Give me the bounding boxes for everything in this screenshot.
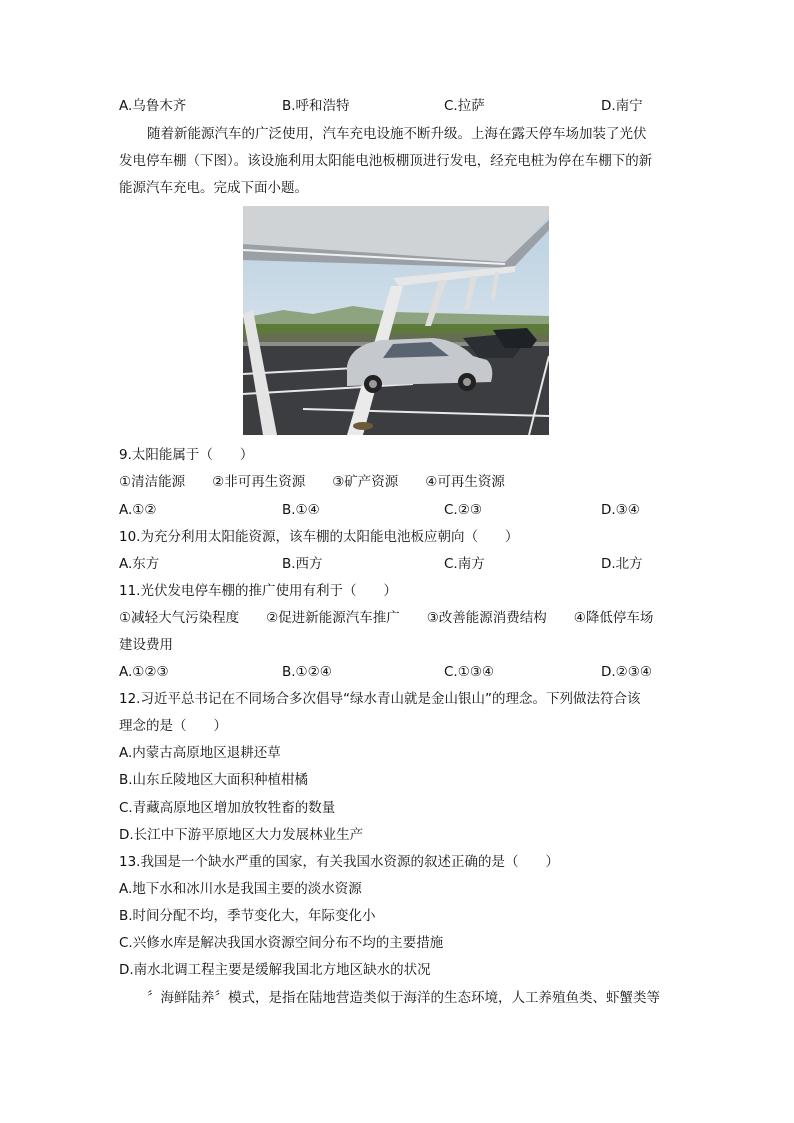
q9-option-b[interactable]: B.①④ (282, 502, 320, 518)
q9-option-c[interactable]: C.②③ (444, 502, 482, 518)
q13-option-b[interactable]: B.时间分配不均，季节变化大，年际变化小 (119, 908, 376, 924)
q12-option-d[interactable]: D.长江中下游平原地区大力发展林业生产 (119, 827, 364, 843)
solar-carport-photo (243, 206, 549, 435)
q12-stem-line2: 理念的是（ ） (119, 718, 227, 734)
q11-option-b[interactable]: B.①②④ (282, 664, 332, 680)
q13-option-a[interactable]: A.地下水和冰川水是我国主要的淡水资源 (119, 881, 362, 897)
q13-stem: 13.我国是一个缺水严重的国家，有关我国水资源的叙述正确的是（ ） (119, 854, 559, 870)
q10-option-c[interactable]: C.南方 (444, 556, 485, 572)
q11-items-line1: ①减轻大气污染程度 ②促进新能源汽车推广 ③改善能源消费结构 ④降低停车场 (119, 610, 654, 626)
q9-stem: 9.太阳能属于（ ） (119, 447, 254, 463)
q9-option-d[interactable]: D.③④ (601, 502, 640, 518)
q13-option-d[interactable]: D.南水北调工程主要是缓解我国北方地区缺水的状况 (119, 962, 431, 978)
passage1-line2: 发电停车棚（下图）。该设施利用太阳能电池板棚顶进行发电，经充电桩为停在车棚下的新 (119, 153, 653, 169)
q12-stem-line1: 12.习近平总书记在不同场合多次倡导“绿水青山就是金山银山”的理念。下列做法符合该 (119, 691, 641, 707)
q10-stem: 10.为充分利用太阳能资源，该车棚的太阳能电池板应朝向（ ） (119, 529, 519, 545)
q12-option-b[interactable]: B.山东丘陵地区大面积种植柑橘 (119, 772, 309, 788)
q10-option-a[interactable]: A.东方 (119, 556, 160, 572)
q9-items: ①清洁能源 ②非可再生资源 ③矿产资源 ④可再生资源 (119, 474, 505, 490)
passage1-line3: 能源汽车充电。完成下面小题。 (119, 180, 308, 196)
passage2-line1: 〞海鲜陆养〞模式，是指在陆地营造类似于海洋的生态环境，人工养殖鱼类、虾蟹类等 (147, 990, 660, 1006)
q11-items-line2: 建设费用 (119, 637, 173, 653)
q8-option-c[interactable]: C.拉萨 (444, 98, 485, 114)
q13-option-c[interactable]: C.兴修水库是解决我国水资源空间分布不均的主要措施 (119, 935, 444, 951)
q8-option-d[interactable]: D.南宁 (601, 98, 643, 114)
q10-option-d[interactable]: D.北方 (601, 556, 643, 572)
q8-option-b[interactable]: B.呼和浩特 (282, 98, 350, 114)
q12-option-c[interactable]: C.青藏高原地区增加放牧牲畜的数量 (119, 800, 336, 816)
q11-option-c[interactable]: C.①③④ (444, 664, 495, 680)
passage1-line1: 随着新能源汽车的广泛使用，汽车充电设施不断升级。上海在露天停车场加装了光伏 (147, 126, 647, 142)
q8-option-a[interactable]: A.乌鲁木齐 (119, 98, 187, 114)
q11-option-a[interactable]: A.①②③ (119, 664, 169, 680)
q11-stem: 11.光伏发电停车棚的推广使用有利于（ ） (119, 583, 397, 599)
q9-option-a[interactable]: A.①② (119, 502, 157, 518)
q12-option-a[interactable]: A.内蒙古高原地区退耕还草 (119, 745, 281, 761)
q11-option-d[interactable]: D.②③④ (601, 664, 652, 680)
q10-option-b[interactable]: B.西方 (282, 556, 323, 572)
solar-carport-illustration (243, 206, 549, 435)
